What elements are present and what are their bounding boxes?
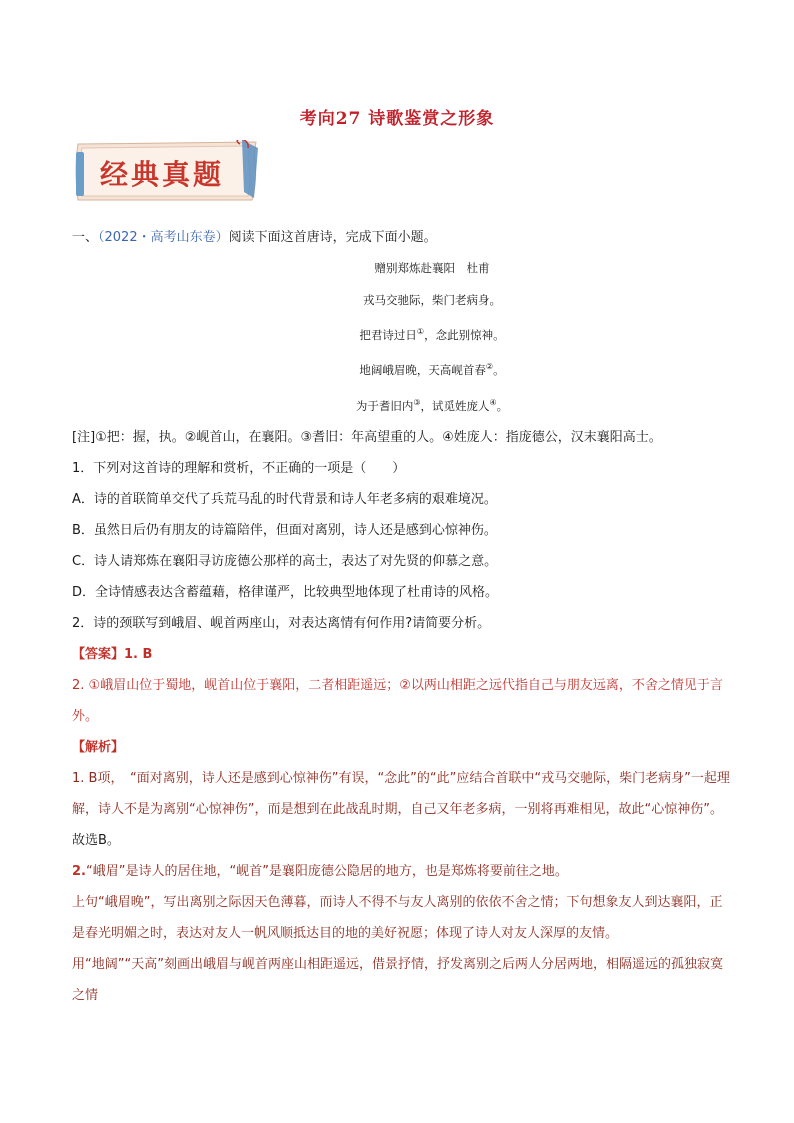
footnote-marker: ① <box>416 327 425 336</box>
analysis-paragraph: 1. B项， “面对离别，诗人还是感到心惊神伤”有误，“念此”的“此”应结合首联中“戎马交驰际，柴门老病身”一起理解，诗人不是为离别“心惊神伤”，而是想到在此战乱时期，自己又年老多病，一别将再难相见，故此“心惊神伤”。 <box>72 770 730 817</box>
answer-1: 1. B <box>124 646 153 662</box>
page-title: 考向27 诗歌鉴赏之形象 <box>299 109 495 129</box>
footnote-marker: ③ <box>413 397 421 407</box>
analysis-label: 【解析】 <box>72 739 125 755</box>
banner-label: 经典真题 <box>100 158 225 191</box>
analysis-paragraph: 2.“峨眉”是诗人的居住地，“岘首”是襄阳庞德公隐居的地方，也是郑炼将要前往之地。 <box>72 863 568 879</box>
question-source: （2022・高考山东卷） <box>98 230 229 245</box>
answer-2: 2. ①峨眉山位于蜀地，岘首山位于襄阳，二者相距遥远；②以两山相距之远代指自己与朋友远离，不舍之情见于言外。 <box>72 677 723 724</box>
analysis-paragraph: 用“地阔”“天高”刻画出峨眉与岘首两座山相距遥远，借景抒情，抒发离别之后两人分居两地，相隔遥远的孤独寂寞之情 <box>72 956 723 1003</box>
poem-line: 地阔峨眉晚，天高岘首春②。 <box>359 362 505 378</box>
poem-notes: [注]①把：握，执。②岘首山，在襄阳。③耆旧：年高望重的人。④姓庞人：指庞德公，汉末襄阳高士。 <box>72 429 662 445</box>
question-instruction: 阅读下面这首唐诗，完成下面小题。 <box>228 230 437 245</box>
question-prefix: 一、 <box>72 230 99 245</box>
poem-heading: 赠别郑炼赴襄阳 杜甫 <box>374 261 490 275</box>
option-a: A．诗的首联简单交代了兵荒马乱的时代背景和诗人年老多病的艰难境况。 <box>72 491 497 507</box>
footnote-marker: ② <box>485 362 494 372</box>
option-d: D．全诗情感表达含蓄蕴藉，格律谨严，比较典型地体现了杜甫诗的风格。 <box>72 584 499 600</box>
poem <box>72 253 732 422</box>
answer-label: 【答案】 <box>72 646 125 662</box>
footnote-marker: ④ <box>489 397 497 407</box>
option-c: C．诗人请郑炼在襄阳寻访庞德公那样的高士，表达了对先贤的仰慕之意。 <box>72 553 498 569</box>
poem-line: 戎马交驰际，柴门老病身。 <box>363 292 501 307</box>
analysis-conclusion: 故选B。 <box>72 832 120 848</box>
question-1: 1．下列对这首诗的理解和赏析，不正确的一项是（ ） <box>72 460 406 476</box>
question-2: 2．诗的颈联写到峨眉、岘首两座山，对表达离情有何作用?请简要分析。 <box>72 615 491 631</box>
content-body <box>72 222 732 1011</box>
poem-line: 把君诗过日①，念此别惊神。 <box>359 327 505 342</box>
poem-line: 为于耆旧内③，试觅姓庞人④。 <box>355 397 509 413</box>
question-intro <box>72 222 732 253</box>
analysis-paragraph: 上句“峨眉晚”，写出离别之际因天色薄暮，而诗人不得不与友人离别的依依不舍之情；下句想象友人到达襄阳，正是春光明媚之时，表达对友人一帆风顺抵达目的地的美好祝愿；体现了诗人对友人深厚的友情。 <box>72 894 723 941</box>
option-b: B．虽然日后仍有朋友的诗篇陪伴，但面对离别，诗人还是感到心惊神伤。 <box>72 522 497 538</box>
answer-line-1 <box>72 639 732 670</box>
